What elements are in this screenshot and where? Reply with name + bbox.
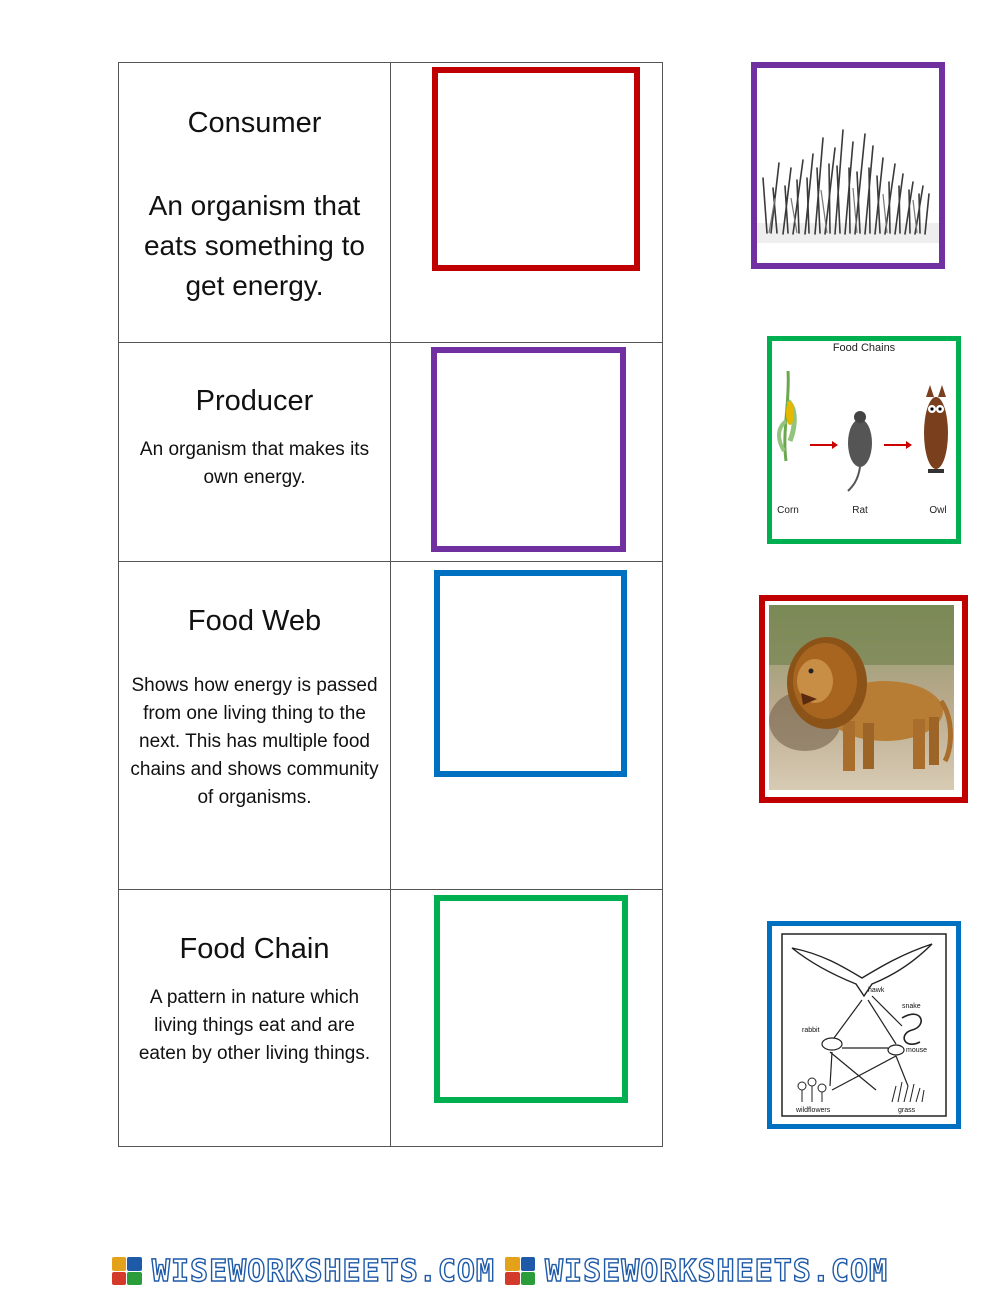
food-chain-label: Corn xyxy=(777,505,799,516)
drop-box-producer[interactable] xyxy=(431,347,626,552)
food-web-label: rabbit xyxy=(802,1027,820,1034)
footer-watermark xyxy=(0,1252,1000,1290)
term-title: Producer xyxy=(195,385,314,417)
image-card-food-web[interactable] xyxy=(767,921,961,1129)
food-web-image xyxy=(772,926,956,1124)
drop-box-consumer[interactable] xyxy=(432,67,640,271)
image-card-grass[interactable] xyxy=(751,62,945,269)
term-definition: An organism that eats something to get energy. xyxy=(143,190,366,301)
food-chain-label: Rat xyxy=(852,505,868,516)
lion-image xyxy=(765,601,962,797)
food-chain-label: Owl xyxy=(929,505,947,516)
term-title: Food Chain xyxy=(179,933,330,965)
food-chain-title: Food Chains xyxy=(832,342,896,354)
image-card-lion[interactable] xyxy=(759,595,968,803)
drop-box-food-chain[interactable] xyxy=(434,895,628,1103)
term-definition: Shows how energy is passed from one living thing to the next. This has multiple food chains and shows community of organisms. xyxy=(130,675,379,808)
wiseworksheets-logo-icon xyxy=(505,1257,535,1285)
term-title: Consumer xyxy=(187,107,322,139)
image-card-food-chain[interactable] xyxy=(767,336,961,544)
term-cell xyxy=(119,562,391,889)
food-web-label: snake xyxy=(902,1003,921,1010)
drop-box-food-web[interactable] xyxy=(434,570,627,777)
food-chain-image xyxy=(772,341,956,539)
food-web-label: mouse xyxy=(906,1047,928,1054)
term-title: Food Web xyxy=(187,605,322,637)
brand-text: WISEWORKSHEETS.COM xyxy=(545,1253,889,1289)
term-cell xyxy=(119,890,391,1146)
term-cell xyxy=(119,63,391,342)
term-cell xyxy=(119,343,391,561)
grass-image xyxy=(757,68,939,263)
food-web-label: hawk xyxy=(868,987,885,994)
food-web-label: wildflowers xyxy=(796,1107,831,1114)
wiseworksheets-logo-icon xyxy=(112,1257,142,1285)
term-definition: A pattern in nature which living things eat and are eaten by other living things. xyxy=(138,987,371,1064)
food-web-label: grass xyxy=(898,1107,916,1114)
brand-text: WISEWORKSHEETS.COM xyxy=(151,1253,495,1289)
term-definition: An organism that makes its own energy. xyxy=(139,439,370,488)
